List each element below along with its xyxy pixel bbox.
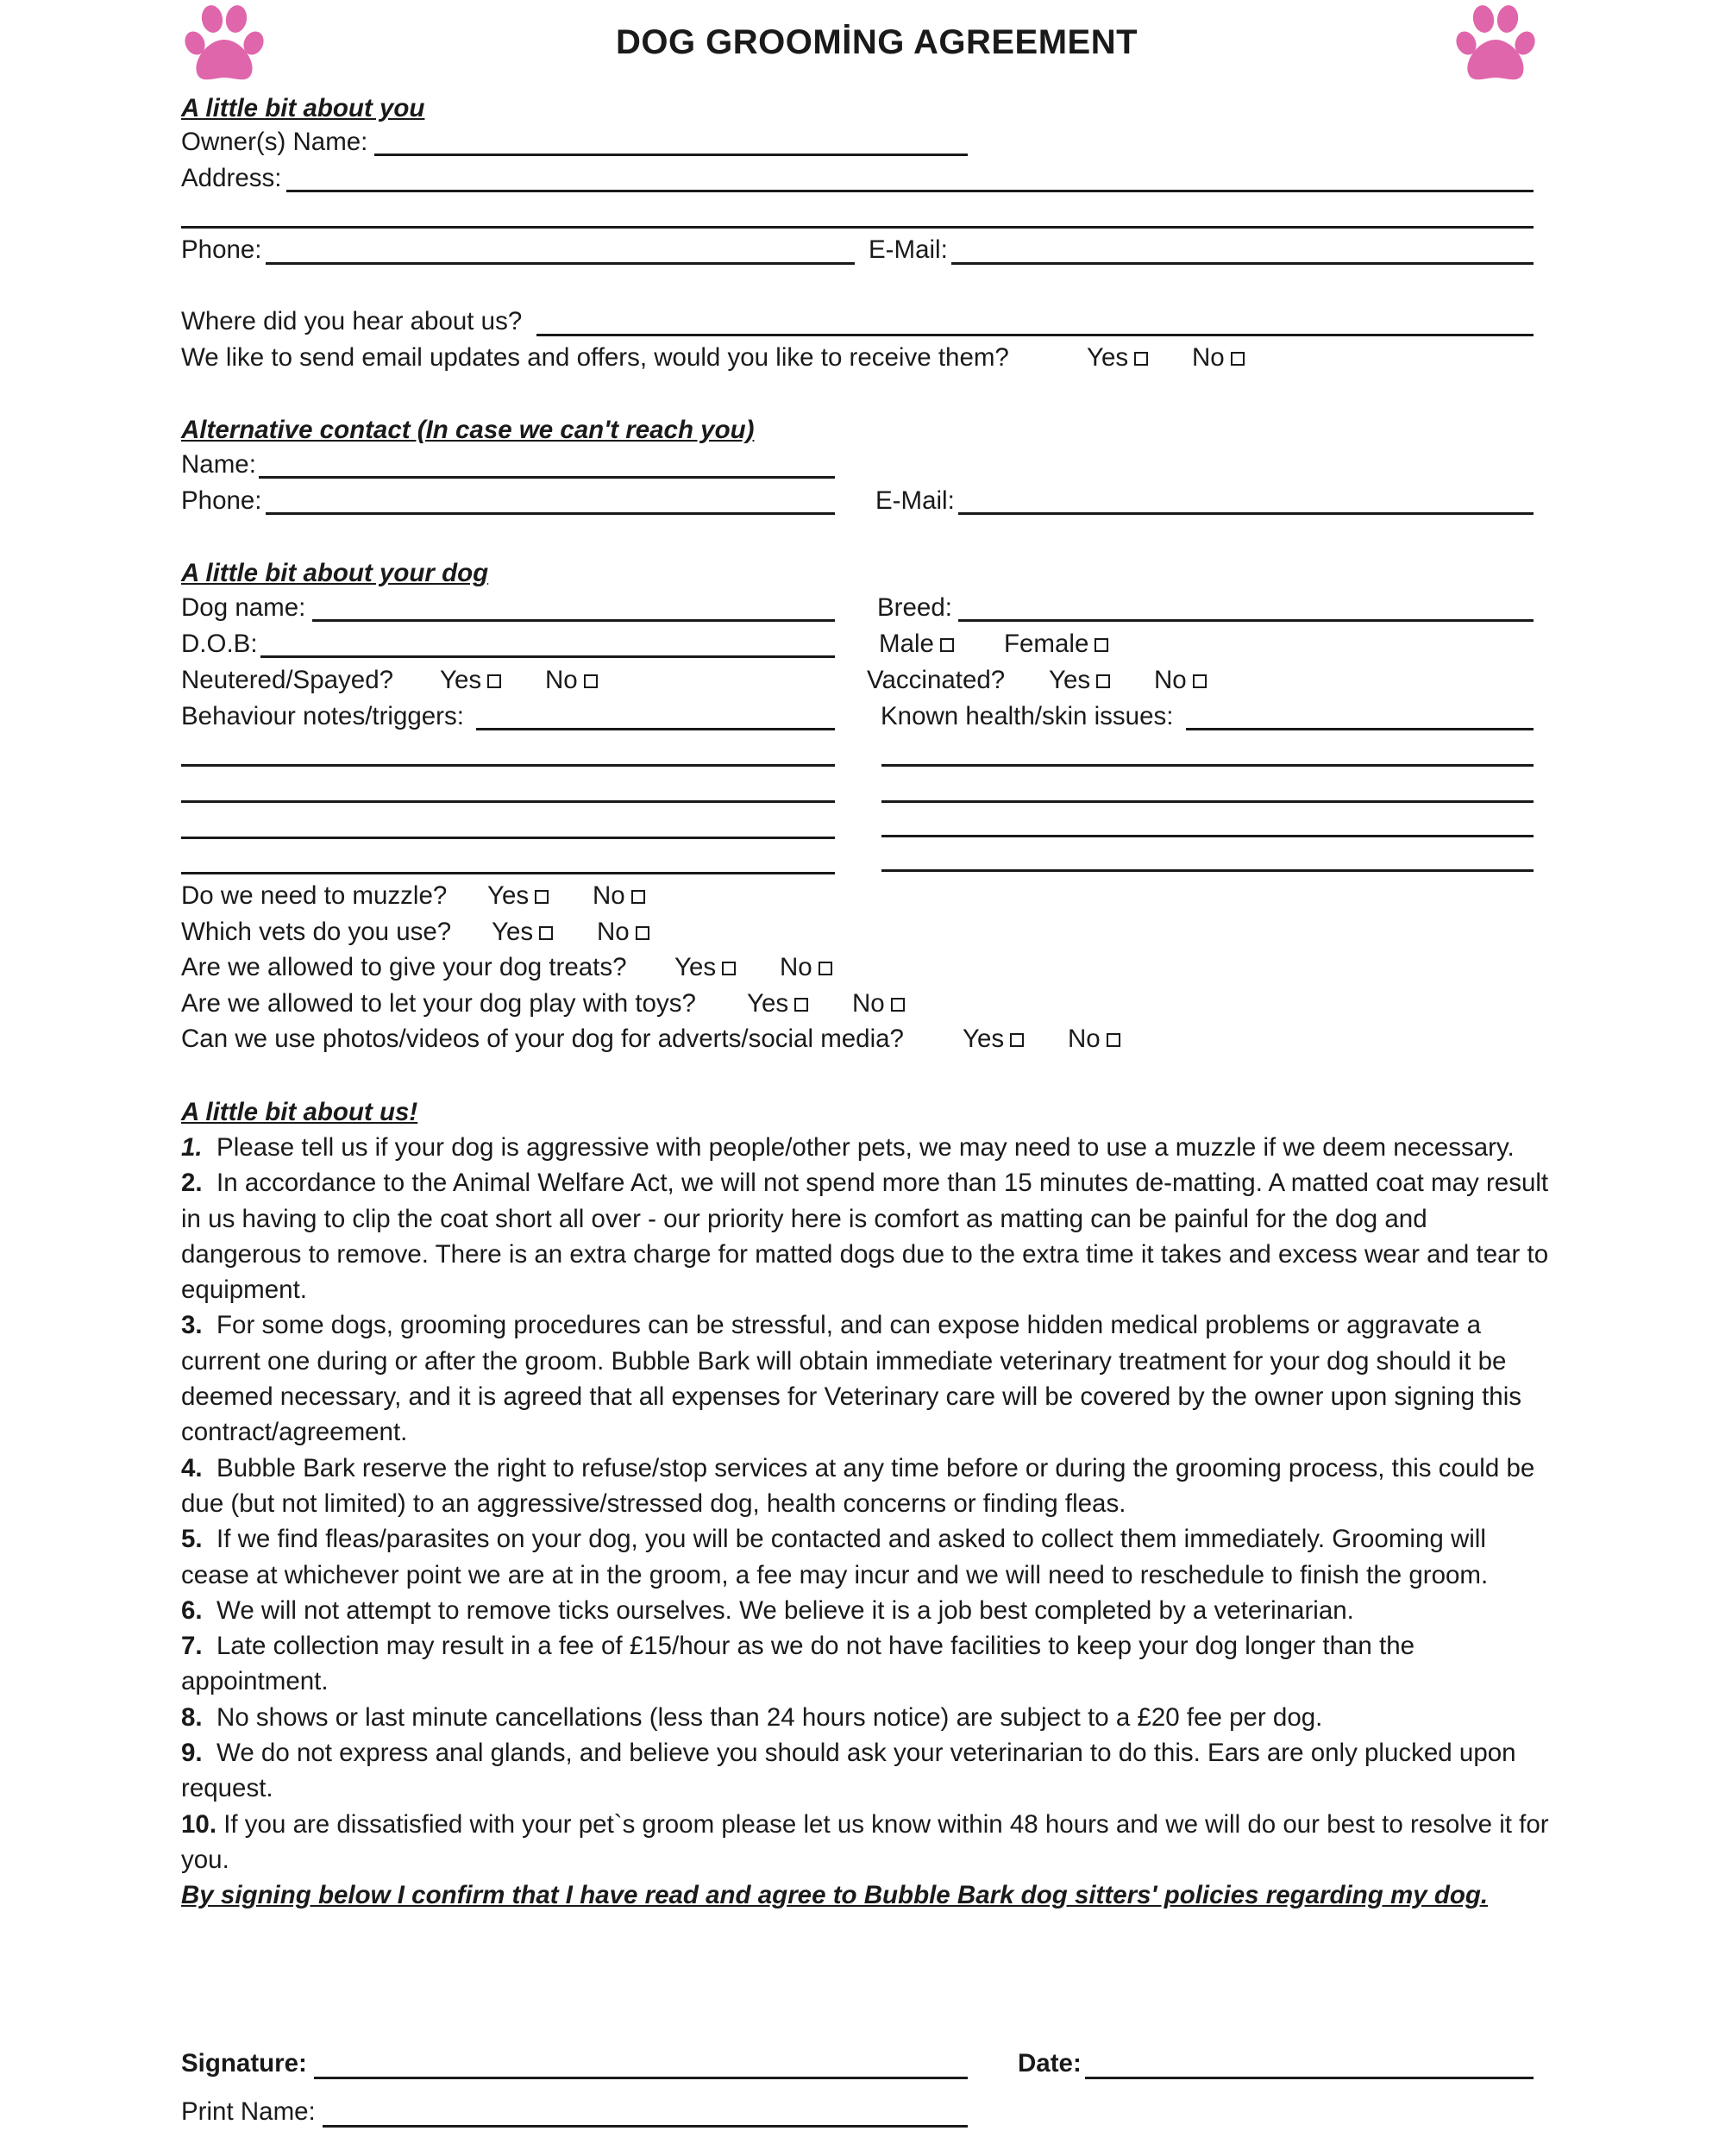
health-field-line[interactable] [881,835,1534,837]
email-field[interactable] [951,262,1534,265]
option-label: Male [879,630,934,658]
term-number: 5. [181,1525,203,1554]
vaccinated-yes-option[interactable] [1049,667,1110,693]
term-number: 10. [181,1809,217,1839]
checkbox-icon[interactable] [535,890,549,904]
term-text: We do not express anal glands, and believe you should ask your veterinarian to do this. Ears are only plucked upon request. [181,1739,1516,1803]
vets-no-option[interactable] [597,919,649,945]
option-label: Yes [963,1025,1005,1053]
term-item [181,1735,1552,1807]
health-field[interactable] [1186,728,1534,730]
option-label: Yes [440,666,482,694]
term-text: For some dogs, grooming procedures can be stressful, and can expose hidden medical problems or aggravate a current one during or after the groom. Bubble Bark will obtain immediate veterinary treatment for your dog should it be deemed necessary, and it is agreed that all expenses for Veterinary care will be covered by the owner upon signing this contract/agreement. [181,1311,1522,1447]
checkbox-icon[interactable] [891,998,905,1012]
term-text: If you are dissatisfied with your pet`s groom please let us know within 48 hours and we will do our best to resolve it for you. [181,1809,1549,1874]
checkbox-icon[interactable] [1231,352,1245,366]
photos-yes-option[interactable] [963,1026,1024,1052]
term-item [181,1521,1552,1593]
alt-phone-label: Phone: [181,486,262,515]
term-text: Bubble Bark reserve the right to refuse/stop services at any time before or during the grooming process, this could be due (but not limited) to an aggressive/stressed dog, health concerns or finding fleas. [181,1453,1535,1518]
checkbox-icon[interactable] [539,926,553,940]
option-label: No [1154,666,1187,694]
page-title: DOG GROOMİNG AGREEMENT [615,23,1138,61]
address-field-line-2[interactable] [181,226,1534,229]
vaccinated-label: Vaccinated? [867,666,1006,694]
term-item [181,1593,1552,1628]
term-number: 4. [181,1453,203,1482]
option-label: Yes [1087,343,1129,372]
term-item [181,1628,1552,1700]
hear-about-us-label: Where did you hear about us? [181,307,523,335]
term-text: Please tell us if your dog is aggressive with people/other pets, we may need to use a muzzle if we deem necessary. [216,1133,1515,1162]
toys-yes-option[interactable] [747,991,808,1017]
behaviour-field[interactable] [476,728,835,730]
section-heading-dog: A little bit about your dog [181,559,489,587]
dob-label: D.O.B: [181,630,258,658]
behaviour-field-line[interactable] [181,837,835,839]
checkbox-icon[interactable] [819,962,832,975]
dog-name-field[interactable] [312,619,835,622]
health-field-line[interactable] [881,764,1534,767]
phone-field[interactable] [266,262,855,265]
checkbox-icon[interactable] [1193,674,1207,688]
signature-label: Signature: [181,2049,307,2078]
option-label: Yes [674,953,717,981]
print-name-field[interactable] [323,2125,968,2128]
option-label: No [1068,1025,1101,1053]
owner-name-field[interactable] [374,154,968,156]
option-label: No [545,666,578,694]
neutered-label: Neutered/Spayed? [181,666,394,694]
alt-email-field[interactable] [958,512,1534,515]
muzzle-yes-option[interactable] [487,883,549,909]
email-updates-question: We like to send email updates and offers, would you like to receive them? [181,343,1009,372]
signature-field[interactable] [314,2077,968,2079]
option-label: No [780,953,812,981]
alt-name-label: Name: [181,450,256,479]
question-muzzle: Do we need to muzzle? [181,881,448,910]
term-item [181,1807,1552,1878]
vaccinated-no-option[interactable] [1154,667,1207,693]
term-number: 6. [181,1595,203,1625]
option-label: Female [1004,630,1089,658]
confirm-text: By signing below I confirm that I have read and agree to Bubble Bark dog sitters' policies regarding my dog. [181,1881,1489,1910]
phone-label: Phone: [181,235,262,264]
behaviour-field-line[interactable] [181,764,835,767]
terms-list [181,1130,1552,1914]
health-field-line[interactable] [881,800,1534,803]
muzzle-no-option[interactable] [593,883,645,909]
term-text: No shows or last minute cancellations (less than 24 hours notice) are subject to a £20 fee per dog. [216,1702,1323,1732]
female-option[interactable] [1004,631,1108,657]
term-number: 8. [181,1702,203,1732]
option-label: Yes [747,989,789,1018]
treats-no-option[interactable] [780,955,832,981]
breed-label: Breed: [877,593,952,622]
question-vets: Which vets do you use? [181,918,452,946]
email-updates-yes-option[interactable] [1087,345,1148,371]
question-toys: Are we allowed to let your dog play with toys? [181,989,696,1018]
term-text: If we find fleas/parasites on your dog, you will be contacted and asked to collect them immediately. Grooming will cease at whichever point we are at in the groom, a fee may incur and we will need to reschedule to finish the groom. [181,1525,1489,1589]
section-heading-alt-contact: Alternative contact (In case we can't reach you) [181,416,755,444]
hear-about-us-field[interactable] [536,334,1534,336]
term-text: We will not attempt to remove ticks ourselves. We believe it is a job best completed by a veterinarian. [216,1595,1354,1625]
male-option[interactable] [879,631,954,657]
question-treats: Are we allowed to give your dog treats? [181,953,627,981]
checkbox-icon[interactable] [940,638,954,652]
alt-email-label: E-Mail: [875,486,955,515]
term-number: 3. [181,1311,203,1340]
checkbox-icon[interactable] [584,674,598,688]
checkbox-icon[interactable] [1096,674,1110,688]
alt-name-field[interactable] [259,476,835,479]
checkbox-icon[interactable] [794,998,808,1012]
term-number: 9. [181,1739,203,1768]
option-label: No [852,989,885,1018]
address-label: Address: [181,164,282,192]
term-item [181,1130,1552,1165]
term-text: Late collection may result in a fee of £15/hour as we do not have facilities to keep your dog longer than the appointment. [181,1632,1415,1696]
toys-no-option[interactable] [852,991,905,1017]
term-text: In accordance to the Animal Welfare Act, we will not spend more than 15 minutes de-matting. A matted coat may result in us having to clip the coat short all over - our priority here is comfort as matting can be painful for the dog and dangerous to remove. There is an extra charge for matted dogs due to the extra time it takes and excess wear and tear to equipment. [181,1169,1549,1305]
health-field-line[interactable] [881,869,1534,872]
option-label: No [593,881,625,910]
date-field[interactable] [1085,2077,1534,2079]
section-heading-owner: A little bit about you [181,94,425,122]
date-label: Date: [1018,2049,1082,2078]
option-label: No [1192,343,1225,372]
confirm-statement [181,1877,1552,1913]
owner-name-label: Owner(s) Name: [181,128,368,156]
term-number: 1. [181,1133,203,1162]
checkbox-icon[interactable] [1010,1033,1024,1047]
term-item [181,1307,1552,1450]
behaviour-field-line[interactable] [181,800,835,803]
checkbox-icon[interactable] [722,962,736,975]
photos-no-option[interactable] [1068,1026,1120,1052]
print-name-label: Print Name: [181,2097,316,2126]
section-heading-about-us: A little bit about us! [181,1098,418,1126]
checkbox-icon[interactable] [1134,352,1148,366]
term-number: 7. [181,1632,203,1661]
question-photos: Can we use photos/videos of your dog for adverts/social media? [181,1025,904,1053]
neutered-yes-option[interactable] [440,667,501,693]
breed-field[interactable] [958,619,1534,622]
email-updates-no-option[interactable] [1192,345,1245,371]
alt-phone-field[interactable] [266,512,835,515]
behaviour-label: Behaviour notes/triggers: [181,702,464,730]
option-label: Yes [1049,666,1091,694]
vets-yes-option[interactable] [492,919,553,945]
checkbox-icon[interactable] [636,926,649,940]
behaviour-field-line[interactable] [181,872,835,874]
neutered-no-option[interactable] [545,667,598,693]
checkbox-icon[interactable] [487,674,501,688]
dob-field[interactable] [260,655,835,658]
treats-yes-option[interactable] [674,955,736,981]
checkbox-icon[interactable] [1095,638,1108,652]
option-label: No [597,918,630,946]
health-label: Known health/skin issues: [881,702,1174,730]
term-item [181,1165,1552,1307]
option-label: Yes [492,918,534,946]
term-item [181,1700,1552,1735]
email-label: E-Mail: [869,235,948,264]
checkbox-icon[interactable] [631,890,645,904]
term-number: 2. [181,1169,203,1198]
checkbox-icon[interactable] [1107,1033,1120,1047]
option-label: Yes [487,881,530,910]
term-item [181,1451,1552,1522]
dog-name-label: Dog name: [181,593,306,622]
address-field[interactable] [286,190,1534,192]
